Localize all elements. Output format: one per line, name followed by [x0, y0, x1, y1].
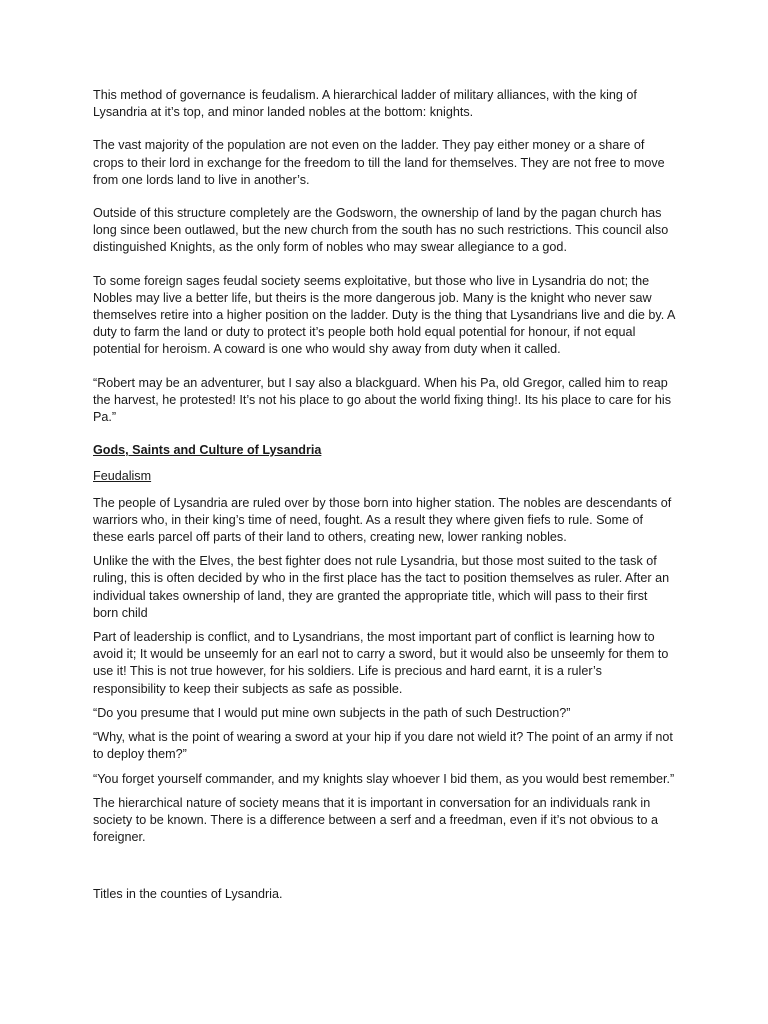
- paragraph-elves: Unlike the with the Elves, the best fighter does not rule Lysandria, but those most suited to the task of ruling, this is often decided by who in the first place has the tact to position themselves as ruler. After an individual takes ownership of land, they are granted the appropriate title, which will pass to their first born child: [93, 554, 670, 620]
- quote-commander: “You forget yourself commander, and my knights slay whoever I bid them, as you would best remember.”: [93, 771, 675, 786]
- quote-robert: “Robert may be an adventurer, but I say also a blackguard. When his Pa, old Gregor, called him to reap the harvest, he protested! It’s not his place to go about the world fixing thing!. Its his place to care for his Pa.”: [93, 375, 672, 425]
- paragraph-nobles: The people of Lysandria are ruled over by those born into higher station. The nobles are descendants of warriors who, in their king’s time of need, fought. As a result they where given fiefs to rule. Some of these earls parcel off parts of their land to others, creating new, lower ranking nobles.: [93, 495, 672, 545]
- paragraph-conflict: Part of leadership is conflict, and to Lysandrians, the most important part of conflict is learning how to avoid it; It would be unseemly for an earl not to carry a sword, but it would also be unseemly for them to use it! This is not true however, for his soldiers. Life is precious and hard earnt, it is a ruler’s responsibility to keep their subjects as safe as possible.: [93, 630, 669, 696]
- quote-destruction: “Do you presume that I would put mine own subjects in the path of such Destruction?”: [93, 705, 571, 720]
- subheading-feudalism: Feudalism: [93, 469, 152, 484]
- paragraph-godsworn: Outside of this structure completely are the Godsworn, the ownership of land by the pagan church has long since been outlawed, but the new church from the south has no such restrictions. This council also distinguished Knights, as the only form of nobles who may swear allegiance to a god.: [93, 206, 669, 255]
- section-heading: Gods, Saints and Culture of Lysandria: [93, 443, 322, 458]
- quote-sword: “Why, what is the point of wearing a sword at your hip if you dare not wield it? The point of an army if not to deploy them?”: [93, 730, 673, 762]
- paragraph-duty: To some foreign sages feudal society seems exploitative, but those who live in Lysandria do not; the Nobles may live a better life, but theirs is the more dangerous job. Many is the knight who never saw themselves retire into a higher position on the ladder. Duty is the thing that Lysandrians live and die by. A duty to farm the land or duty to protect it’s people both hold equal potential for honour, if not equal potential for heroism. A coward is one who would shy away from duty when it called.: [93, 273, 675, 357]
- paragraph-population: The vast majority of the population are not even on the ladder. They pay either money or a share of crops to their lord in exchange for the freedom to till the land for themselves. They are not free to move from one lords land to live in another’s.: [93, 138, 665, 187]
- paragraph-hierarchy: The hierarchical nature of society means that it is important in conversation for an individuals rank in society to be known. There is a difference between a serf and a freedman, even if it’s not obvious to a foreigner.: [93, 795, 658, 845]
- paragraph-feudalism-definition: This method of governance is feudalism. A hierarchical ladder of military alliances, with the king of Lysandria at it’s top, and minor landed nobles at the bottom: knights.: [93, 88, 637, 120]
- titles-line: Titles in the counties of Lysandria.: [93, 887, 283, 902]
